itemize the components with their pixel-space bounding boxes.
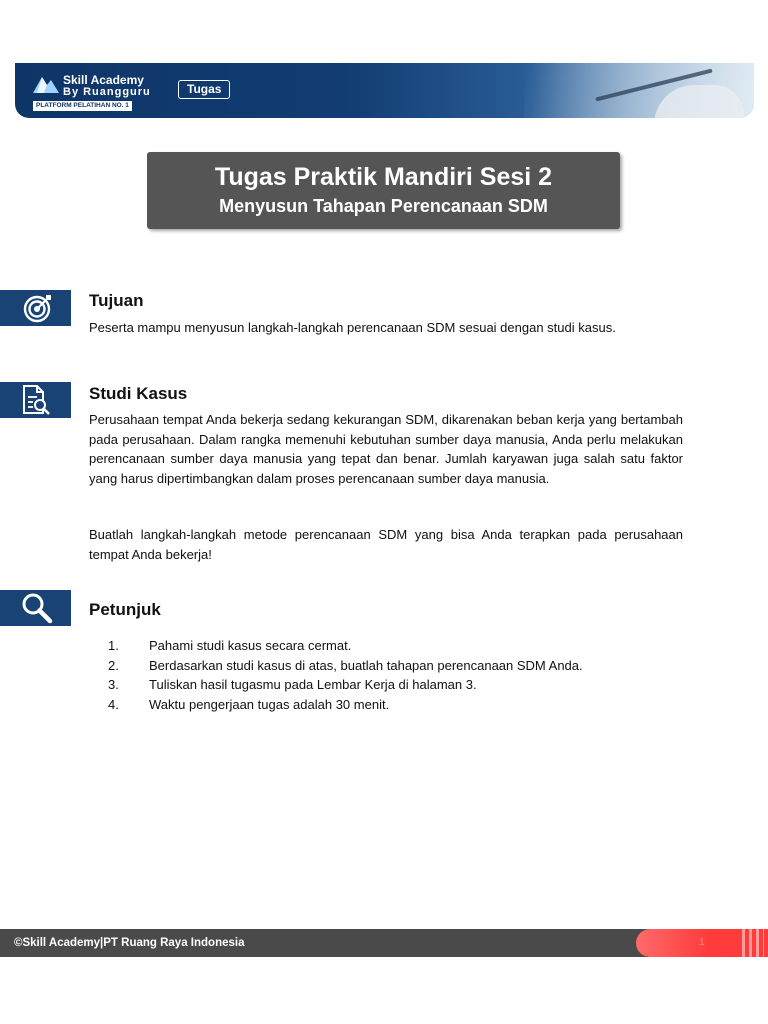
document-search-icon (18, 384, 52, 416)
footer-bar (0, 929, 768, 957)
tujuan-heading: Tujuan (89, 291, 144, 310)
footer-page-pill (636, 929, 768, 957)
list-item (108, 695, 708, 715)
petunjuk-steps (108, 636, 708, 714)
header-banner (15, 63, 754, 118)
petunjuk-heading: Petunjuk (89, 600, 161, 619)
tujuan-icon-block (0, 290, 71, 326)
logo-title: Skill Academy (63, 73, 144, 87)
title-box (147, 152, 620, 229)
step-number: 3. (108, 677, 119, 692)
step-number: 4. (108, 696, 119, 712)
skill-academy-logo (33, 73, 173, 111)
studi-kasus-icon-block (0, 382, 71, 418)
step-text: Pahami studi kasus secara cermat. (149, 638, 352, 653)
list-item (108, 675, 708, 695)
list-item (108, 656, 708, 676)
step-number: 2. (108, 657, 119, 673)
page-title: Tugas Praktik Mandiri Sesi 2 (214, 163, 553, 191)
page-number: 1 (699, 937, 705, 948)
magnifier-icon (20, 592, 56, 624)
logo-subtitle: By Ruangguru (63, 86, 151, 98)
petunjuk-icon-block (0, 590, 71, 626)
step-text: Berdasarkan studi kasus di atas, buatlah tahapan perencanaan SDM Anda. (149, 657, 583, 673)
list-item (108, 636, 708, 656)
studi-kasus-paragraph-1: Perusahaan tempat Anda bekerja sedang kekurangan SDM, dikarenakan beban kerja yang bertambah pada perusahaan. Dalam rangka memenuhi kebutuhan sumber daya manusia, Anda perlu melakukan perencanaan sumber daya manusia yang tepat dan benar. Jumlah karyawan juga salah satu faktor yang harus dipertimbangkan dalam proses perencanaan sumber daya manusia. (89, 412, 683, 486)
studi-kasus-paragraph-2: Buatlah langkah-langkah metode perencanaan SDM yang bisa Anda terapkan pada perusahaan tempat Anda bekerja! (89, 527, 683, 562)
logo-mountain-icon (33, 75, 59, 93)
step-text: Tuliskan hasil tugasmu pada Lembar Kerja di halaman 3. (149, 677, 477, 692)
page-subtitle: Menyusun Tahapan Perencanaan SDM (219, 196, 548, 216)
logo-tagline: PLATFORM PELATIHAN NO. 1 (33, 101, 132, 111)
studi-kasus-heading: Studi Kasus (89, 384, 188, 403)
tujuan-text: Peserta mampu menyusun langkah-langkah perencanaan SDM sesuai dengan studi kasus. (89, 320, 616, 335)
footer-stripes (742, 929, 764, 957)
step-number: 1. (108, 638, 119, 653)
tugas-badge: Tugas (178, 80, 230, 99)
step-text: Waktu pengerjaan tugas adalah 30 menit. (149, 696, 390, 712)
target-icon (22, 293, 52, 323)
footer-copyright: ©Skill Academy|PT Ruang Raya Indonesia (14, 937, 245, 949)
